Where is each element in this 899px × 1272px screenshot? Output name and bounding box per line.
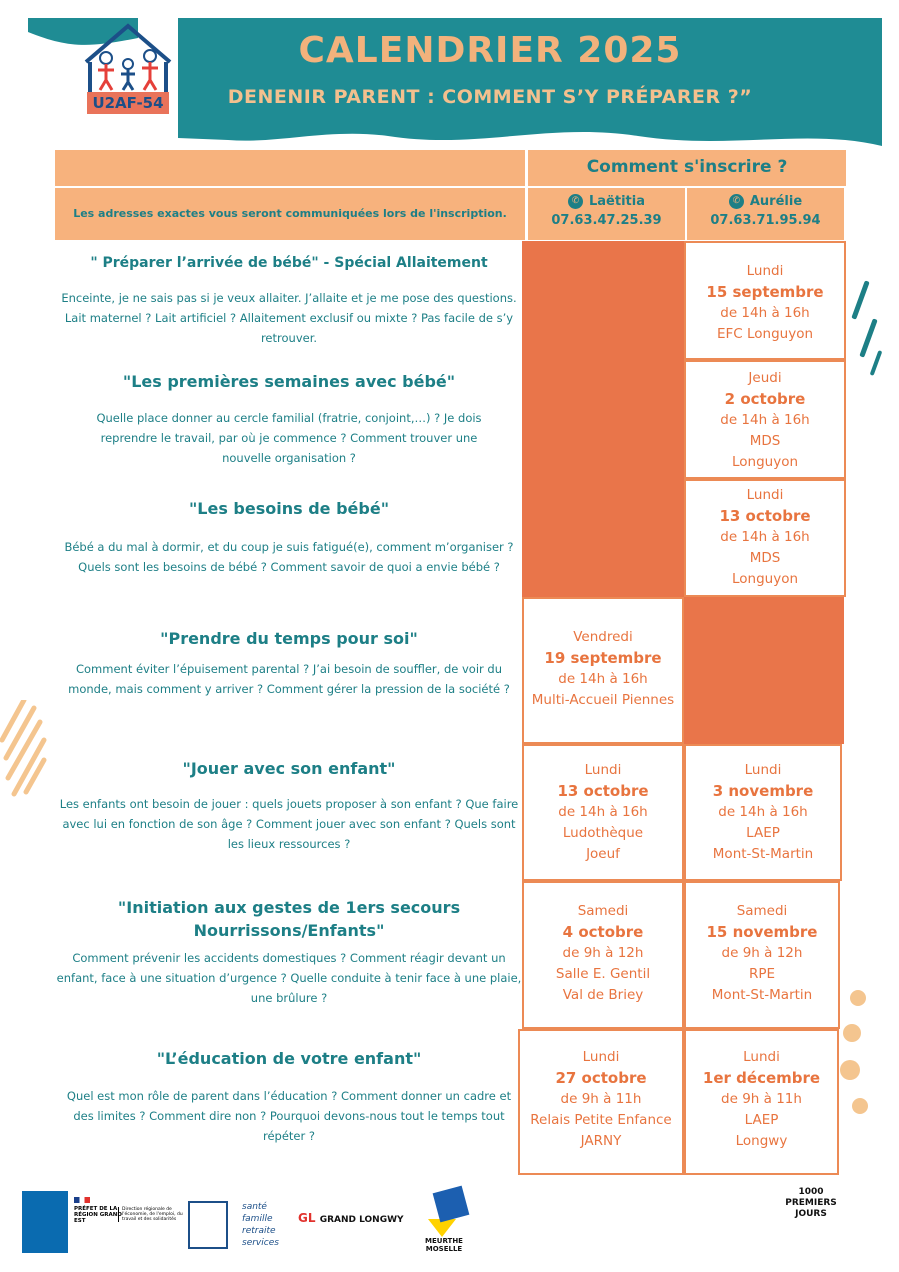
slot-place: MDS: [749, 550, 781, 566]
session-description: Quelle place donner au cercle familial (fratrie, conjoint,…) ? Je dois reprendre le travail, par où je commence ? Comment trouver une nouvelle organisation ?: [96, 411, 482, 465]
meurthe-moselle-logo: [424, 1189, 472, 1255]
slot-date: 1er décembre: [702, 1069, 821, 1087]
session-slot[interactable]: [684, 360, 846, 479]
session-description: Comment prévenir les accidents domestiques ? Comment réagir devant un enfant, face à une situation d’urgence ? Quelle conduite à tenir face à une plaie, une brûlure ?: [56, 951, 522, 1005]
slot-place: LAEP: [746, 825, 780, 841]
flag-icon: [74, 1197, 90, 1203]
session-title: "L’éducation de votre enfant": [156, 1049, 422, 1068]
slot-day: Lundi: [584, 762, 622, 778]
footer-logos: [20, 1185, 880, 1260]
session-title: "Prendre du temps pour soi": [160, 629, 418, 648]
slot-day: Jeudi: [748, 370, 782, 386]
decorative-stripes: [0, 700, 50, 810]
gl-mark: GL: [298, 1211, 316, 1225]
addresses-note: Les adresses exactes vous seront communiquées lors de l'inscription.: [55, 188, 525, 240]
session-description: Comment éviter l’épuisement parental ? J’ai besoin de souffler, de voir du monde, mais comment y arriver ? Comment gérer la pression de la société ?: [68, 662, 510, 696]
contact-phone[interactable]: 07.63.71.95.94: [710, 213, 821, 228]
slot-day: Vendredi: [573, 629, 633, 645]
slot-date: 13 octobre: [557, 782, 649, 800]
msa-line: santé: [242, 1202, 267, 1212]
session-description: Les enfants ont besoin de jouer : quels jouets proposer à son enfant ? Que faire avec lui en fonction de son âge ? Comment jouer avec son enfant ? Quels sont les lieux ressources ?: [59, 797, 519, 851]
slot-place: Longuyon: [731, 571, 799, 587]
msa-line: famille: [242, 1214, 273, 1224]
unavailable-cell: [522, 241, 684, 597]
decorative-dot: [840, 1060, 860, 1080]
msa-line: services: [242, 1238, 279, 1248]
dreets-text: Direction régionale de l'économie, de l'emploi, du travail et des solidarités: [118, 1207, 188, 1222]
session-slot[interactable]: [684, 479, 846, 597]
slot-day: Samedi: [736, 903, 788, 919]
session-slot[interactable]: [684, 1029, 839, 1175]
session-description: Bébé a du mal à dormir, et du coup je suis fatigué(e), comment m’organiser ? Quels sont les besoins de bébé ? Comment savoir de quoi a envie bébé ?: [64, 540, 514, 574]
slot-time: de 9h à 12h: [562, 945, 644, 961]
slot-date: 2 octobre: [724, 390, 806, 408]
slot-day: Lundi: [743, 1049, 780, 1065]
slot-day: Lundi: [744, 762, 782, 778]
msa-text: [242, 1201, 279, 1249]
grand-longwy-logo: [298, 1211, 404, 1225]
contact-aurelie[interactable]: [687, 188, 844, 240]
slot-place: Mont-St-Martin: [711, 987, 813, 1003]
slot-place: Longuyon: [731, 454, 799, 470]
page-title: CALENDRIER 2025: [298, 30, 682, 71]
phone-icon: ✆: [568, 194, 583, 209]
slot-day: Lundi: [746, 487, 784, 503]
slot-place: Salle E. Gentil: [555, 966, 651, 982]
slot-date: 19 septembre: [544, 649, 662, 667]
slot-day: Lundi: [746, 263, 784, 279]
slot-date: 15 novembre: [706, 923, 818, 941]
premiers-jours-logo: 1000 PREMIERS JOURS: [785, 1187, 837, 1219]
contact-name: Laëtitia: [589, 194, 645, 209]
slot-time: de 9h à 11h: [721, 1091, 802, 1107]
slot-day: Samedi: [577, 903, 629, 919]
session-description: Enceinte, je ne sais pas si je veux allaiter. J’allaite et je me pose des questions. Lait maternel ? Lait artificiel ? Allaitement exclusif ou mixte ? Pas facile de s’y retrouver.: [61, 291, 517, 345]
session-slot[interactable]: [518, 1029, 684, 1175]
decorative-stroke: [870, 350, 883, 376]
session-slot[interactable]: [522, 744, 684, 881]
session-slot[interactable]: [684, 881, 840, 1029]
page-subtitle: DENENIR PARENT : COMMENT S’Y PRÉPARER ?”: [227, 86, 753, 108]
slot-time: de 9h à 11h: [560, 1091, 642, 1107]
session-slot[interactable]: [684, 241, 846, 360]
slot-time: de 14h à 16h: [558, 671, 648, 687]
slot-place: MDS: [749, 433, 781, 449]
msa-line: retraite: [242, 1226, 276, 1236]
slot-place: RPE: [748, 966, 776, 982]
slot-time: de 9h à 12h: [721, 945, 803, 961]
slot-place: Val de Briey: [562, 987, 644, 1003]
session-title: "Initiation aux gestes de 1ers secours Nourrissons/Enfants": [117, 898, 461, 940]
session-title: " Préparer l’arrivée de bébé" - Spécial Allaitement: [90, 255, 488, 271]
slot-date: 27 octobre: [555, 1069, 647, 1087]
contact-name: Aurélie: [749, 194, 803, 209]
contact-laetitia[interactable]: [528, 188, 685, 240]
slot-time: de 14h à 16h: [718, 804, 808, 820]
meurthe-shape: [433, 1186, 470, 1223]
grand-longwy-text: GRAND LONGWY: [319, 1215, 404, 1225]
slot-date: 3 novembre: [712, 782, 814, 800]
session-slot[interactable]: [684, 744, 842, 881]
decorative-dot: [852, 1098, 868, 1114]
msa-logo: [188, 1201, 228, 1249]
slot-date: 15 septembre: [706, 283, 824, 301]
slot-place: Relais Petite Enfance: [530, 1112, 672, 1128]
slot-time: de 14h à 16h: [720, 412, 810, 428]
slot-time: de 14h à 16h: [720, 529, 810, 545]
slot-place: EFC Longuyon: [716, 326, 814, 342]
session-slot[interactable]: [522, 881, 684, 1029]
meurthe-text: MEURTHE MOSELLE: [425, 1237, 463, 1253]
slot-place: Mont-St-Martin: [712, 846, 814, 862]
logo-text: U2AF-54: [87, 92, 169, 114]
prefet-text: PRÉFET DE LA RÉGION GRAND EST: [74, 1206, 122, 1224]
slot-place: Longwy: [735, 1133, 788, 1149]
slot-place: LAEP: [744, 1112, 779, 1128]
header-blank-cell: [55, 150, 525, 186]
slot-place: Multi-Accueil Piennes: [531, 692, 675, 708]
session-title: "Les besoins de bébé": [188, 499, 390, 518]
phone-icon: ✆: [729, 194, 744, 209]
session-title: "Les premières semaines avec bébé": [122, 372, 456, 391]
session-title: "Jouer avec son enfant": [182, 759, 396, 778]
session-description: Quel est mon rôle de parent dans l’éducation ? Comment donner un cadre et des limites ? Comment dire non ? Pourquoi devons-nous tout le temps tout répéter ?: [66, 1089, 512, 1143]
slot-date: 13 octobre: [719, 507, 811, 525]
slot-time: de 14h à 16h: [558, 804, 648, 820]
slot-place: JARNY: [580, 1133, 622, 1149]
session-slot[interactable]: [522, 597, 684, 744]
slot-place: Ludothèque: [562, 825, 644, 841]
slot-time: de 14h à 16h: [720, 305, 810, 321]
slot-day: Lundi: [582, 1049, 620, 1065]
slot-place: Joeuf: [586, 846, 620, 862]
decorative-dot: [843, 1024, 861, 1042]
decorative-stroke: [859, 318, 877, 357]
decorative-stroke: [851, 280, 869, 319]
decorative-dot: [850, 990, 866, 1006]
unavailable-cell: [684, 597, 844, 744]
register-label: Comment s'inscrire ?: [528, 150, 846, 186]
slot-date: 4 octobre: [562, 923, 644, 941]
contact-phone[interactable]: 07.63.47.25.39: [551, 213, 662, 228]
caf-logo: [22, 1191, 68, 1253]
